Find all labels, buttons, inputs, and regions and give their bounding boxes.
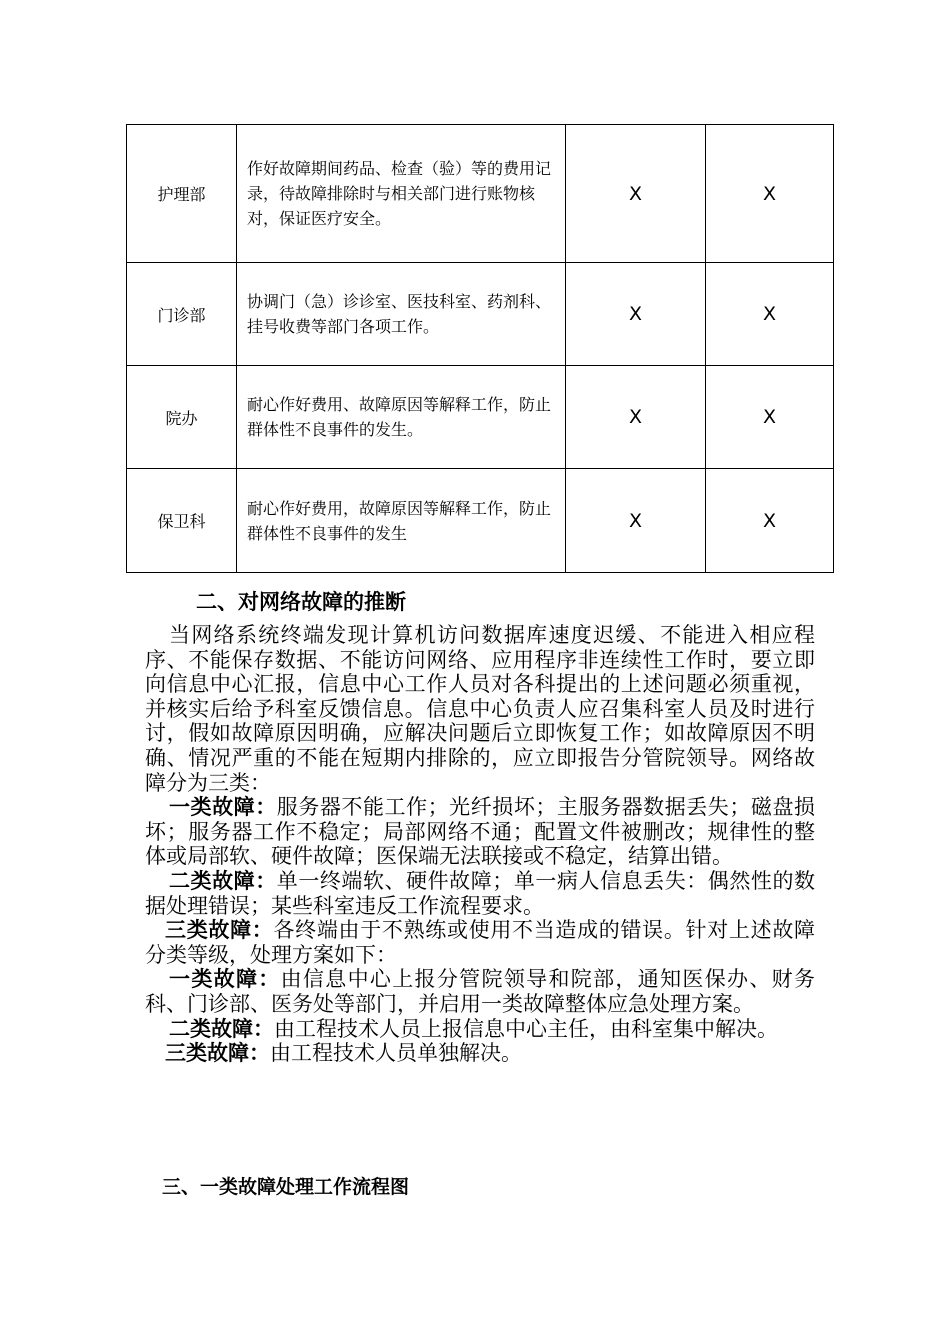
class3-label: 三类故障： bbox=[165, 917, 274, 943]
plan3-paragraph bbox=[145, 1041, 815, 1066]
section-body bbox=[145, 623, 815, 1066]
mark-cell: X bbox=[566, 366, 706, 469]
plan3-text: 由工程技术人员单独解决。 bbox=[270, 1041, 522, 1066]
plan3-label: 三类故障： bbox=[165, 1040, 270, 1066]
class3-text: 各终端由于不熟练或使用不当造成的错误。针对上述故障分类等级，处理方案如下： bbox=[145, 918, 816, 967]
mark-cell: X bbox=[706, 469, 834, 573]
class2-paragraph bbox=[145, 869, 815, 918]
plan2-label: 二类故障： bbox=[169, 1015, 274, 1041]
plan1-paragraph bbox=[145, 967, 815, 1016]
desc-cell: 作好故障期间药品、检查（验）等的费用记录，待故障排除时与相关部门进行账物核对，保证医疗安全。 bbox=[237, 125, 566, 263]
plan1-label: 一类故障： bbox=[169, 966, 281, 992]
intro-paragraph: 当网络系统终端发现计算机访问数据库速度迟缓、不能进入相应程序、不能保存数据、不能访问网络、应用程序非连续性工作时，要立即向信息中心汇报，信息中心工作人员对各科提出的上述问题必须重视，并核实后给予科室反馈信息。信息中心负责人应召集科室人员及时进行讨，假如故障原因明确，应解决问题后立即恢复工作；如故障原因不明确、情况严重的不能在短期内排除的，应立即报告分管院领导。网络故障分为三类： bbox=[145, 623, 815, 795]
table-row bbox=[127, 125, 834, 263]
table-row bbox=[127, 366, 834, 469]
class1-paragraph bbox=[145, 795, 815, 869]
desc-cell: 耐心作好费用、故障原因等解释工作，防止群体性不良事件的发生。 bbox=[237, 366, 566, 469]
dept-cell: 护理部 bbox=[127, 125, 237, 263]
dept-cell: 保卫科 bbox=[127, 469, 237, 573]
plan2-paragraph bbox=[145, 1017, 815, 1042]
table-row bbox=[127, 263, 834, 366]
class2-text: 单一终端软、硬件故障；单一病人信息丢失：偶然性的数据处理错误；某些科室违反工作流程要求。 bbox=[145, 868, 816, 918]
section-heading-2: 二、对网络故障的推断 bbox=[196, 590, 406, 614]
mark-cell: X bbox=[706, 366, 834, 469]
department-table bbox=[126, 124, 834, 573]
mark-cell: X bbox=[566, 125, 706, 263]
mark-cell: X bbox=[566, 469, 706, 573]
desc-cell: 耐心作好费用，故障原因等解释工作，防止群体性不良事件的发生 bbox=[237, 469, 566, 573]
plan2-text: 由工程技术人员上报信息中心主任，由科室集中解决。 bbox=[274, 1016, 778, 1041]
section-heading-3: 三、一类故障处理工作流程图 bbox=[162, 1176, 410, 1198]
class3-paragraph bbox=[145, 918, 815, 967]
desc-cell: 协调门（急）诊诊室、医技科室、药剂科、挂号收费等部门各项工作。 bbox=[237, 263, 566, 366]
mark-cell: X bbox=[706, 263, 834, 366]
class1-text: 服务器不能工作；光纤损坏；主服务器数据丢失；磁盘损坏；服务器工作不稳定；局部网络不通；配置文件被删改；规律性的整体或局部软、硬件故障；医保端无法联接或不稳定，结算出错。 bbox=[145, 795, 816, 869]
table-row bbox=[127, 469, 834, 573]
class2-label: 二类故障： bbox=[169, 867, 277, 893]
plan1-text: 由信息中心上报分管院领导和院部，通知医保办、财务科、门诊部、医务处等部门，并启用一类故障整体应急处理方案。 bbox=[145, 967, 816, 1016]
class1-label: 一类故障： bbox=[169, 794, 277, 820]
dept-cell: 院办 bbox=[127, 366, 237, 469]
dept-cell: 门诊部 bbox=[127, 263, 237, 366]
mark-cell: X bbox=[706, 125, 834, 263]
mark-cell: X bbox=[566, 263, 706, 366]
